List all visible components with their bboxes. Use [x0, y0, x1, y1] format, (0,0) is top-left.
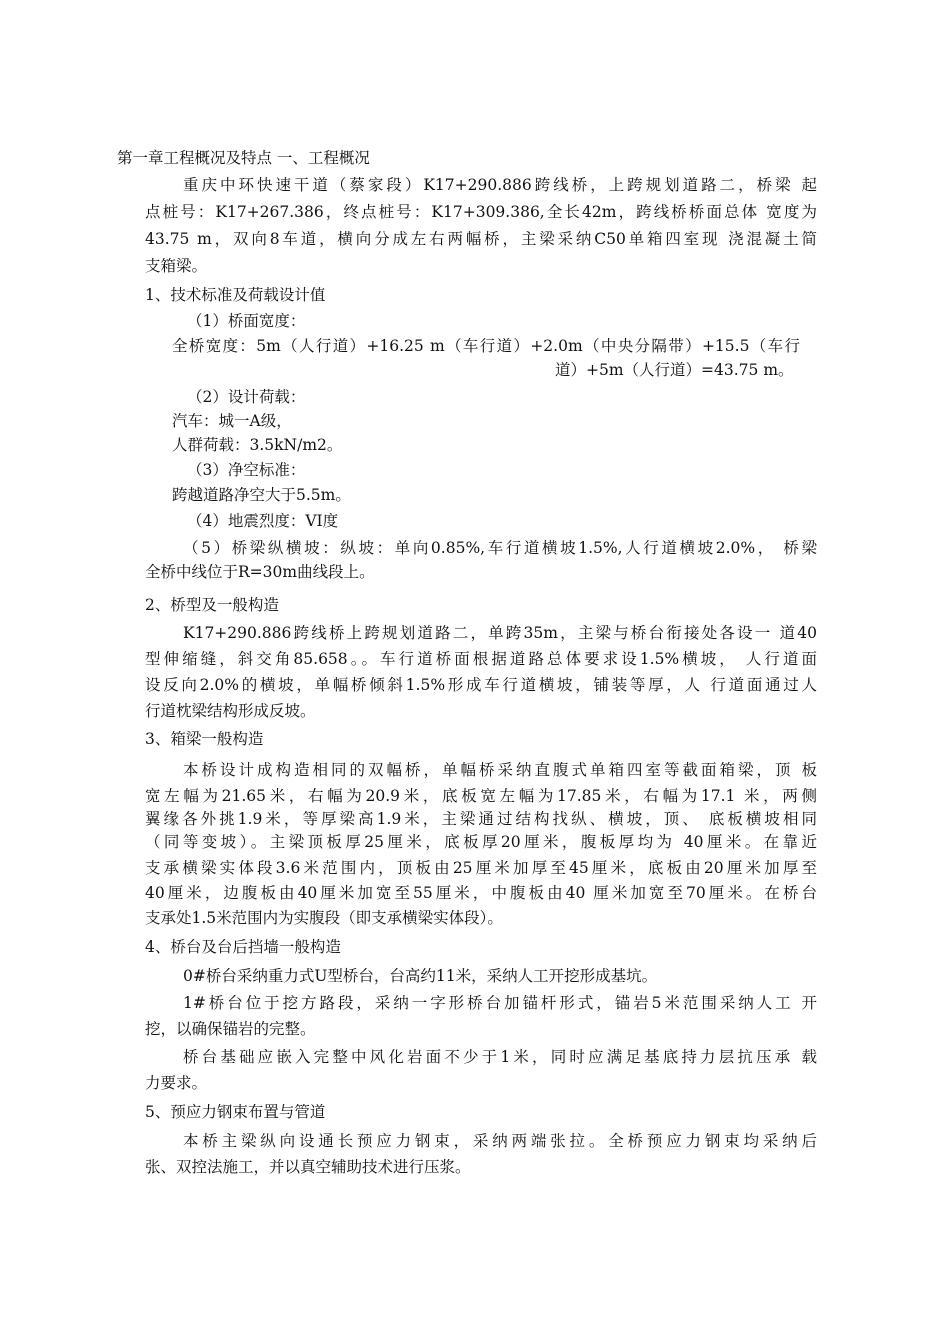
prestress-line-2: 张、双控法施工，并以真空辅助技术进行压浆。 [145, 1158, 471, 1176]
width-line-1: 全桥宽度：5m（人行道）+16.25 m（车行道）+2.0m（中央分隔带）+15.5（车行 [172, 337, 800, 355]
box-girder-line-1: 本桥设计成构造相同的双幅桥，单幅桥采纳直腹式单箱四室等截面箱梁，顶 板 [183, 761, 817, 779]
bridge-type-line-1: K17+290.886跨线桥上跨规划道路二，单跨35m，主梁与桥台衔接处各设一 道40 [183, 624, 817, 642]
crowd-load: 人群荷载：3.5kN/m2。 [172, 436, 343, 454]
overview-line-3: 43.75 m，双向8车道，横向分成左右两幅桥，主梁采纳C50单箱四室现 浇混凝土简 [145, 230, 817, 248]
box-girder-line-6: 40厘米，边腹板由40厘米加宽至55厘米，中腹板由40 厘米加宽至70厘米。在桥台 [145, 884, 817, 902]
item-2-design-load: （2）设计荷载： [187, 388, 306, 406]
overview-line-1: 重庆中环快速干道（蔡家段）K17+290.886跨线桥，上跨规划道路二，桥梁 起 [183, 176, 817, 194]
foundation-line-1: 桥台基础应嵌入完整中风化岩面不少于1米，同时应满足基底持力层抗压承 载 [183, 1048, 817, 1066]
box-girder-line-4: （同等变坡）。主梁顶板厚25厘米，底板厚20厘米，腹板厚均为 40厘米。在靠近 [145, 833, 817, 851]
abutment-1-line-1: 1#桥台位于挖方路段，采纳一字形桥台加锚杆形式，锚岩5米范围采纳人工 开 [183, 994, 817, 1012]
item-3-clearance: （3）净空标准： [187, 461, 306, 479]
item-1-bridge-width: （1）桥面宽度： [187, 312, 306, 330]
clearance-value: 跨越道路净空大于5.5m。 [172, 486, 351, 504]
car-load: 汽车：城一A级， [172, 412, 292, 430]
box-girder-line-3: 翼缘各外挑1.9米，等厚梁高1.9米，主梁通过结构找纵、横坡，顶、 底板横坡相同 [145, 810, 817, 828]
abutment-0-line: 0#桥台采纳重力式U型桥台，台高约11米，采纳人工开挖形成基坑。 [183, 967, 658, 985]
section-5-title: 5、预应力钢束布置与管道 [145, 1103, 326, 1121]
section-2-title: 2、桥型及一般构造 [145, 596, 279, 614]
chapter-heading: 第一章工程概况及特点 一、工程概况 [117, 149, 370, 167]
box-girder-line-2: 宽左幅为21.65米，右幅为20.9米，底板宽左幅为17.85米，右幅为17.1 米，两侧 [145, 787, 817, 805]
width-line-2: 道）+5m（人行道）=43.75 m。 [555, 361, 794, 379]
bridge-type-line-3: 设反向2.0%的横坡，单幅桥倾斜1.5%形成车行道横坡，铺装等厚，人 行道面通过人 [145, 676, 817, 694]
prestress-line-1: 本桥主梁纵向设通长预应力钢束，采纳两端张拉。全桥预应力钢束均采纳后 [183, 1132, 817, 1150]
item-5-slope-line-2: 全桥中线位于R=30m曲线段上。 [145, 563, 375, 581]
bridge-type-line-4: 行道枕梁结构形成反坡。 [145, 702, 316, 720]
box-girder-line-7: 支承处1.5米范围内为实腹段（即支承横梁实体段）。 [145, 909, 503, 927]
item-4-seismic: （4）地震烈度：VI度 [187, 512, 339, 530]
section-4-title: 4、桥台及台后挡墙一般构造 [145, 938, 341, 956]
bridge-type-line-2: 型伸缩缝，斜交角85.658。。车行道桥面根据道路总体要求设1.5%横坡， 人行道面 [145, 650, 817, 668]
section-1-title: 1、技术标准及荷载设计值 [145, 286, 326, 304]
abutment-1-line-2: 挖，以确保锚岩的完整。 [145, 1020, 316, 1038]
item-5-slope-line-1: （5）桥梁纵横坡：纵坡：单向0.85%,车行道横坡1.5%,人行道横坡2.0%， 桥梁 [183, 539, 817, 557]
box-girder-line-5: 支承横梁实体段3.6米范围内，顶板由25厘米加厚至45厘米，底板由20厘米加厚至 [145, 859, 817, 877]
section-3-title: 3、箱梁一般构造 [145, 730, 264, 748]
foundation-line-2: 力要求。 [145, 1074, 208, 1092]
overview-line-4: 支箱梁。 [145, 257, 208, 275]
overview-line-2: 点桩号：K17+267.386，终点桩号：K17+309.386,全长42m，跨线桥桥面总体 宽度为 [145, 203, 817, 221]
